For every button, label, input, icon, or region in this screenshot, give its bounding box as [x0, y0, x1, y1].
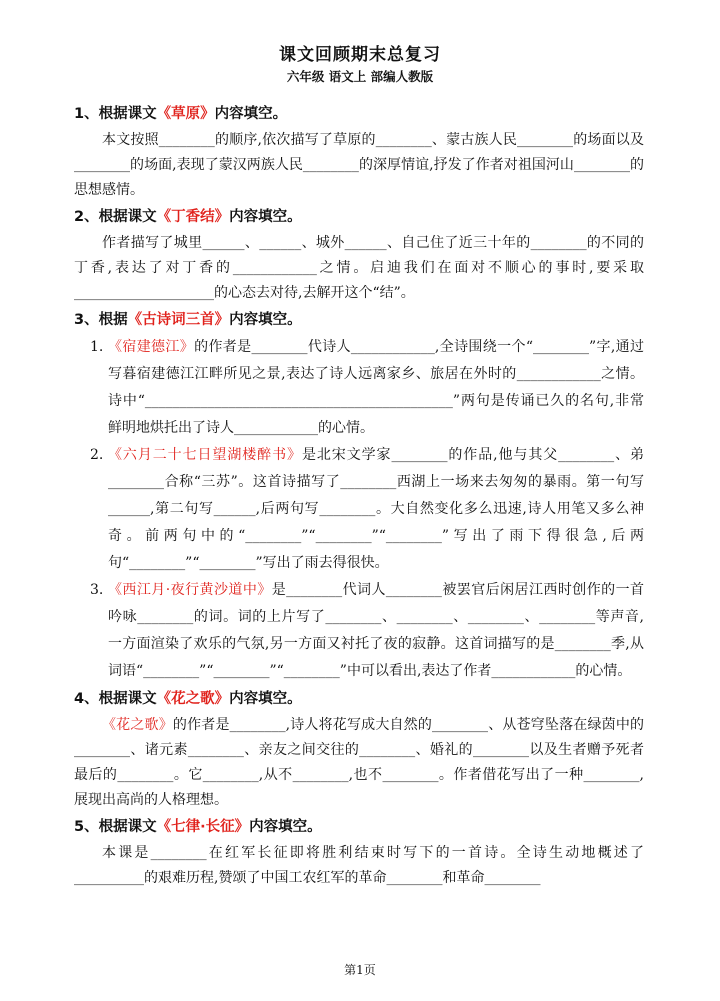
- item-3-number: 3.: [90, 582, 104, 598]
- section-2-text: 作者描写了城里______、______、城外______、自己住了近三十年的________的不同的丁香,表达了对丁香的____________之情。启迪我们在面对不顺心的事时,要采取____________________的心态去对待,去解开这个“结”。: [74, 235, 644, 301]
- section-4-suffix: 内容填空。: [229, 691, 302, 707]
- section-4-title: 《花之歌》: [156, 691, 230, 707]
- section-5-title: 《七律·长征》: [156, 819, 250, 835]
- section-2-title: 《丁香结》: [156, 209, 230, 225]
- section-5-prefix: 5、根据课文: [74, 819, 157, 835]
- item-3-title: 《西江月·夜行黄沙道中》: [108, 582, 272, 598]
- item-3-text: 是________代词人________被罢官后闲居江西时创作的一首吟咏________的词。词的上片写了________、________、________、________等声音,一方面渲染了欢乐的气氛,另一方面又衬托了夜的寂静。这首词描写的是________季,从词语“________”“________”“________”中可以看出,表达了作者____________的心情。: [108, 582, 645, 679]
- section-5-suffix: 内容填空。: [249, 819, 322, 835]
- item-1-text: 的作者是________代诗人____________,全诗围绕一个“________”字,通过写暮宿建德江江畔所见之景,表达了诗人远离家乡、旅居在外时的____________之情。诗中“____________________________________________”两句是传诵已久的名句,非常鲜明地烘托出了诗人____________的心情。: [108, 339, 644, 436]
- section-3-item-3: [74, 577, 644, 685]
- section-4-body: 的作者是________,诗人将花写成大自然的________、从苍穹坠落在绿茵中的________、诸元素________、亲友之间交往的________、婚礼的________以及生者赠予死者最后的________。它________,从不________,也不________。作者借花写出了一种________,展现出高尚的人格理想。: [74, 717, 645, 808]
- section-4-prefix: 4、根据课文: [74, 691, 157, 707]
- section-3-suffix: 内容填空。: [229, 312, 302, 328]
- page-number: 第1页: [344, 963, 376, 977]
- section-5-heading: [74, 813, 644, 841]
- section-4-text: [74, 713, 644, 813]
- section-4-lead-title: 《花之歌》: [102, 717, 173, 733]
- section-1-suffix: 内容填空。: [214, 106, 288, 122]
- section-3-heading: [74, 306, 644, 334]
- section-4-heading: [74, 685, 644, 713]
- section-1-text: 本文按照________的顺序,依次描写了草原的________、蒙古族人民________的场面以及________的场面,表现了蒙汉两族人民________的深厚情谊,抒发了作者对祖国河山________的思想感情。: [74, 132, 644, 198]
- section-3-prefix: 3、根据: [74, 312, 128, 328]
- section-3-item-2: [74, 442, 644, 577]
- section-2-suffix: 内容填空。: [229, 209, 302, 225]
- page-title: 课文回顾期末总复习: [279, 45, 441, 65]
- section-1-heading: [74, 100, 644, 128]
- page-subtitle: 六年级 语文上 部编人教版: [286, 69, 434, 84]
- section-3-item-1: [74, 334, 644, 442]
- section-1-title: 《草原》: [156, 106, 215, 122]
- section-2-heading: [74, 203, 644, 231]
- section-5-text: 本课是________在红军长征即将胜利结束时写下的一首诗。全诗生动地概述了__________的艰难历程,赞颂了中国工农红军的革命________和革命________: [74, 845, 644, 886]
- item-1-title: 《宿建德江》: [108, 339, 195, 355]
- item-2-text: 是北宋文学家________的作品,他与其父________、弟________合称“三苏”。这首诗描写了________西湖上一场来去匆匆的暴雨。第一句写______,第二句写______,后两句写________。大自然变化多么迅速,诗人用笔又多么神奇。前两句中的“________”“________”“________”写出了雨下得很急,后两句“________”“________”写出了雨去得很快。: [108, 447, 644, 571]
- item-2-title: 《六月二十七日望湖楼醉书》: [108, 447, 302, 463]
- section-3-title: 《古诗词三首》: [127, 312, 230, 328]
- item-2-number: 2.: [90, 447, 104, 463]
- section-1-prefix: 1、根据课文: [74, 106, 157, 122]
- item-1-number: 1.: [90, 339, 104, 355]
- worksheet-body: [74, 100, 644, 891]
- section-2-prefix: 2、根据课文: [74, 209, 157, 225]
